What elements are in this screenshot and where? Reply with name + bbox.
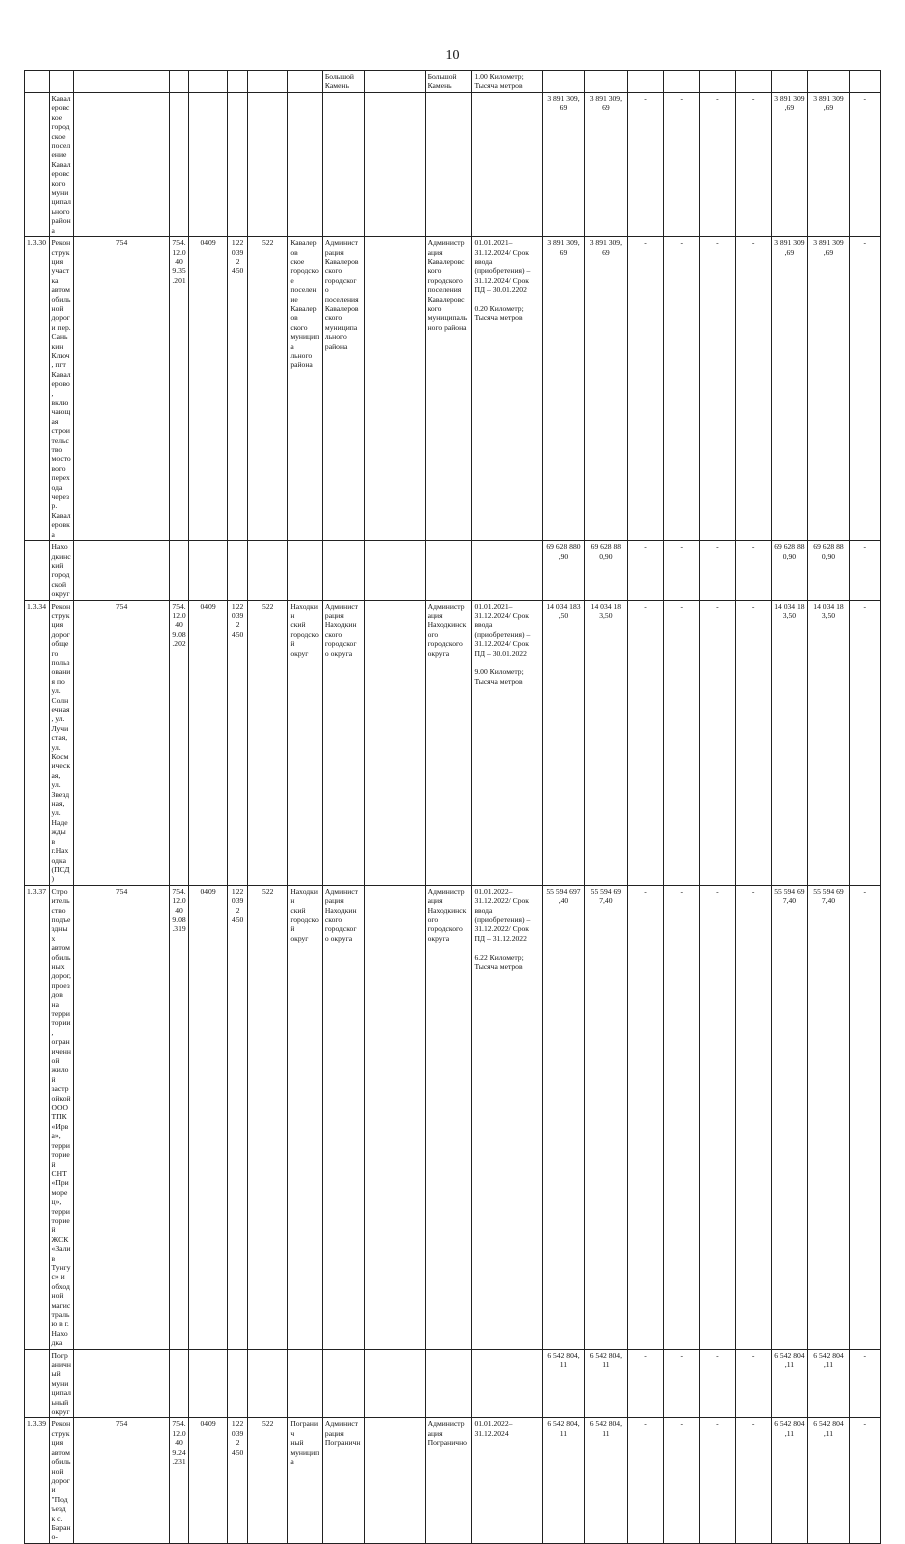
total-amount: 3 891 309, 69 [542, 93, 584, 237]
blank-cell [365, 1418, 425, 1543]
amount-col-5: - [849, 541, 880, 600]
regional-amount-2: 55 594 69 7,40 [808, 885, 849, 1349]
amount-col-1: - [627, 237, 664, 541]
customer: Админист рация Находкин ского городског о округа [322, 600, 364, 885]
customer: Админист рация Кавалеров ского городског о поселения Кавалеров ского муниципа льного района [322, 237, 364, 541]
regional-amount: 55 594 69 7,40 [771, 885, 808, 1349]
amount-col-3: - [700, 1349, 736, 1418]
csr-code [228, 93, 248, 237]
grantee [425, 541, 472, 600]
amount-col-1: - [627, 885, 664, 1349]
blank-cell [365, 237, 425, 541]
kbk-code [170, 1349, 189, 1418]
program-table [24, 70, 881, 1544]
csr-code [228, 541, 248, 600]
grbs-code: 754 [74, 237, 170, 541]
regional-amount [771, 71, 808, 93]
regional-amount: 6 542 804 ,11 [771, 1418, 808, 1543]
municipality: Находкин ский городской округ [288, 885, 323, 1349]
blank-cell [365, 885, 425, 1349]
grbs-code [74, 71, 170, 93]
item-number: 1.3.30 [25, 237, 50, 541]
regional-amount-2: 69 628 88 0,90 [808, 541, 849, 600]
amount-col-3 [700, 71, 736, 93]
grbs-code [74, 1349, 170, 1418]
amount-col-4: - [735, 600, 771, 885]
object-name: Реконструкция автомобильной дороги "Подъезд к с. Барано- [49, 1418, 74, 1543]
vr-code [248, 1349, 288, 1418]
object-name: Реконструкция дорог общего пользования по ул. Солнечная, ул. Лучистая, ул. Космическая, ул. Звездная, ул. Надежды в г.Находка (ПСД) [49, 600, 74, 885]
amount-col-4: - [735, 1349, 771, 1418]
csr-code [228, 1349, 248, 1418]
kbk-code: 754.12.040 9.08.202 [170, 600, 189, 885]
grantee [425, 1349, 472, 1418]
municipality [288, 1349, 323, 1418]
amount-col-2: - [664, 600, 700, 885]
federal-amount: 6 542 804, 11 [585, 1418, 627, 1543]
customer: Админист рация Пограничн [322, 1418, 364, 1543]
amount-col-3: - [700, 885, 736, 1349]
amount-col-1: - [627, 600, 664, 885]
item-number: 1.3.34 [25, 600, 50, 885]
federal-amount: 6 542 804, 11 [585, 1349, 627, 1418]
kbk-code: 754.12.040 9.08.319 [170, 885, 189, 1349]
kbk-code [170, 71, 189, 93]
vr-code: 522 [248, 885, 288, 1349]
fkr-code: 0409 [189, 237, 228, 541]
total-amount: 3 891 309, 69 [542, 237, 584, 541]
federal-amount: 55 594 69 7,40 [585, 885, 627, 1349]
item-number [25, 93, 50, 237]
municipality [288, 71, 323, 93]
regional-amount: 3 891 309 ,69 [771, 237, 808, 541]
table-row [25, 600, 881, 885]
total-amount: 55 594 697 ,40 [542, 885, 584, 1349]
amount-col-3: - [700, 93, 736, 237]
amount-col-2 [664, 71, 700, 93]
terms-capacity: 01.01.2022– 31.12.2022/ Срок ввода (приобретения) – 31.12.2022/ Срок ПД – 31.12.2022 6.22 Километр; Тысяча метров [472, 885, 542, 1349]
federal-amount [585, 71, 627, 93]
amount-col-3: - [700, 1418, 736, 1543]
regional-amount: 3 891 309 ,69 [771, 93, 808, 237]
municipality: Кавалеров ское городское поселение Кавалеров ского муниципа льного района [288, 237, 323, 541]
amount-col-3: - [700, 237, 736, 541]
customer [322, 1349, 364, 1418]
vr-code: 522 [248, 237, 288, 541]
fkr-code [189, 93, 228, 237]
amount-col-2: - [664, 1418, 700, 1543]
total-amount: 6 542 804, 11 [542, 1349, 584, 1418]
amount-col-2: - [664, 237, 700, 541]
grbs-code [74, 541, 170, 600]
item-number [25, 71, 50, 93]
amount-col-4: - [735, 93, 771, 237]
vr-code: 522 [248, 1418, 288, 1543]
object-name: Находкинский городской округ [49, 541, 74, 600]
grantee: Администр ация Кавалеровс кого городского поселения Кавалеровс кого муниципаль ного района [425, 237, 472, 541]
grbs-code: 754 [74, 1418, 170, 1543]
regional-amount: 14 034 18 3,50 [771, 600, 808, 885]
item-number [25, 1349, 50, 1418]
kbk-code [170, 541, 189, 600]
vr-code [248, 541, 288, 600]
municipality [288, 93, 323, 237]
amount-col-4: - [735, 885, 771, 1349]
federal-amount: 69 628 88 0,90 [585, 541, 627, 600]
fkr-code [189, 71, 228, 93]
grantee: Администр ация Находкинск ого городского округа [425, 885, 472, 1349]
total-amount: 14 034 183 ,50 [542, 600, 584, 885]
item-number [25, 541, 50, 600]
fkr-code: 0409 [189, 600, 228, 885]
table-row [25, 1418, 881, 1543]
terms-capacity [472, 1349, 542, 1418]
table-row [25, 93, 881, 237]
regional-amount-2: 14 034 18 3,50 [808, 600, 849, 885]
regional-amount-2 [808, 71, 849, 93]
regional-amount: 69 628 88 0,90 [771, 541, 808, 600]
terms-capacity [472, 93, 542, 237]
amount-col-5 [849, 71, 880, 93]
terms-capacity: 1.00 Километр; Тысяча метров [472, 71, 542, 93]
amount-col-5: - [849, 93, 880, 237]
csr-code: 1220392 450 [228, 1418, 248, 1543]
federal-amount: 3 891 309, 69 [585, 237, 627, 541]
object-name [49, 71, 74, 93]
terms-capacity: 01.01.2021– 31.12.2024/ Срок ввода (приобретения) – 31.12.2024/ Срок ПД – 30.01.2022 9.00 Километр; Тысяча метров [472, 600, 542, 885]
kbk-code: 754.12.040 9.24.231 [170, 1418, 189, 1543]
amount-col-1: - [627, 541, 664, 600]
kbk-code [170, 93, 189, 237]
page-number: 10 [445, 48, 460, 63]
fkr-code [189, 541, 228, 600]
table-row [25, 885, 881, 1349]
csr-code: 1220392 450 [228, 600, 248, 885]
kbk-code: 754.12.040 9.35.201 [170, 237, 189, 541]
amount-col-5: - [849, 237, 880, 541]
csr-code [228, 71, 248, 93]
table-row [25, 541, 881, 600]
table-row [25, 1349, 881, 1418]
grbs-code: 754 [74, 600, 170, 885]
grbs-code [74, 93, 170, 237]
amount-col-5: - [849, 1349, 880, 1418]
item-number: 1.3.39 [25, 1418, 50, 1543]
amount-col-3: - [700, 541, 736, 600]
amount-col-4: - [735, 237, 771, 541]
grbs-code: 754 [74, 885, 170, 1349]
grantee: Большой Камень [425, 71, 472, 93]
fkr-code: 0409 [189, 1418, 228, 1543]
regional-amount-2: 6 542 804 ,11 [808, 1349, 849, 1418]
municipality [288, 541, 323, 600]
regional-amount: 6 542 804 ,11 [771, 1349, 808, 1418]
amount-col-2: - [664, 93, 700, 237]
grantee [425, 93, 472, 237]
federal-amount: 14 034 18 3,50 [585, 600, 627, 885]
csr-code: 1220392 450 [228, 237, 248, 541]
terms-capacity: 01.01.2022– 31.12.2024 [472, 1418, 542, 1543]
amount-col-1: - [627, 1349, 664, 1418]
vr-code [248, 93, 288, 237]
object-name: Пограничный муниципальный округ [49, 1349, 74, 1418]
vr-code: 522 [248, 600, 288, 885]
customer [322, 93, 364, 237]
total-amount: 6 542 804, 11 [542, 1418, 584, 1543]
vr-code [248, 71, 288, 93]
item-number: 1.3.37 [25, 885, 50, 1349]
municipality: Погранич ный муниципа [288, 1418, 323, 1543]
fkr-code: 0409 [189, 885, 228, 1349]
amount-col-3: - [700, 600, 736, 885]
amount-col-5: - [849, 1418, 880, 1543]
blank-cell [365, 541, 425, 600]
amount-col-2: - [664, 1349, 700, 1418]
blank-cell [365, 93, 425, 237]
table-row [25, 237, 881, 541]
terms-capacity: 01.01.2021– 31.12.2024/ Срок ввода (приобретения) – 31.12.2024/ Срок ПД – 30.01.2202 0.20 Километр; Тысяча метров [472, 237, 542, 541]
customer: Админист рация Находкин ского городског о округа [322, 885, 364, 1349]
blank-cell [365, 1349, 425, 1418]
regional-amount-2: 3 891 309 ,69 [808, 93, 849, 237]
blank-cell [365, 71, 425, 93]
amount-col-4 [735, 71, 771, 93]
amount-col-4: - [735, 541, 771, 600]
grantee: Администр ация Находкинск ого городского округа [425, 600, 472, 885]
municipality: Находкин ский городской округ [288, 600, 323, 885]
regional-amount-2: 6 542 804 ,11 [808, 1418, 849, 1543]
amount-col-5: - [849, 885, 880, 1349]
terms-capacity [472, 541, 542, 600]
object-name: Реконструкция участка автомобильной дороги пер. Санькин Ключ, пгт Кавалерово, включающая строительство мостового перехода через р. Кавалеровка [49, 237, 74, 541]
customer: Большой Камень [322, 71, 364, 93]
regional-amount-2: 3 891 309 ,69 [808, 237, 849, 541]
customer [322, 541, 364, 600]
amount-col-1 [627, 71, 664, 93]
amount-col-2: - [664, 885, 700, 1349]
amount-col-1: - [627, 1418, 664, 1543]
csr-code: 1220392 450 [228, 885, 248, 1349]
total-amount [542, 71, 584, 93]
amount-col-5: - [849, 600, 880, 885]
amount-col-1: - [627, 93, 664, 237]
amount-col-4: - [735, 1418, 771, 1543]
federal-amount: 3 891 309, 69 [585, 93, 627, 237]
blank-cell [365, 600, 425, 885]
grantee: Администр ация Погранично [425, 1418, 472, 1543]
total-amount: 69 628 880 ,90 [542, 541, 584, 600]
amount-col-2: - [664, 541, 700, 600]
object-name: Кавалеровское городское поселение Кавалеровского муниципального района [49, 93, 74, 237]
table-row [25, 71, 881, 93]
object-name: Строительство подъездных автомобильных дорог, проездов на территории, ограниченной жилой застройкой ООО ТПК «Ирва», территорией СНТ «Приморец», территорией ЖСК «Залив Тунгус» и обходной магистралью в г. Находка [49, 885, 74, 1349]
fkr-code [189, 1349, 228, 1418]
